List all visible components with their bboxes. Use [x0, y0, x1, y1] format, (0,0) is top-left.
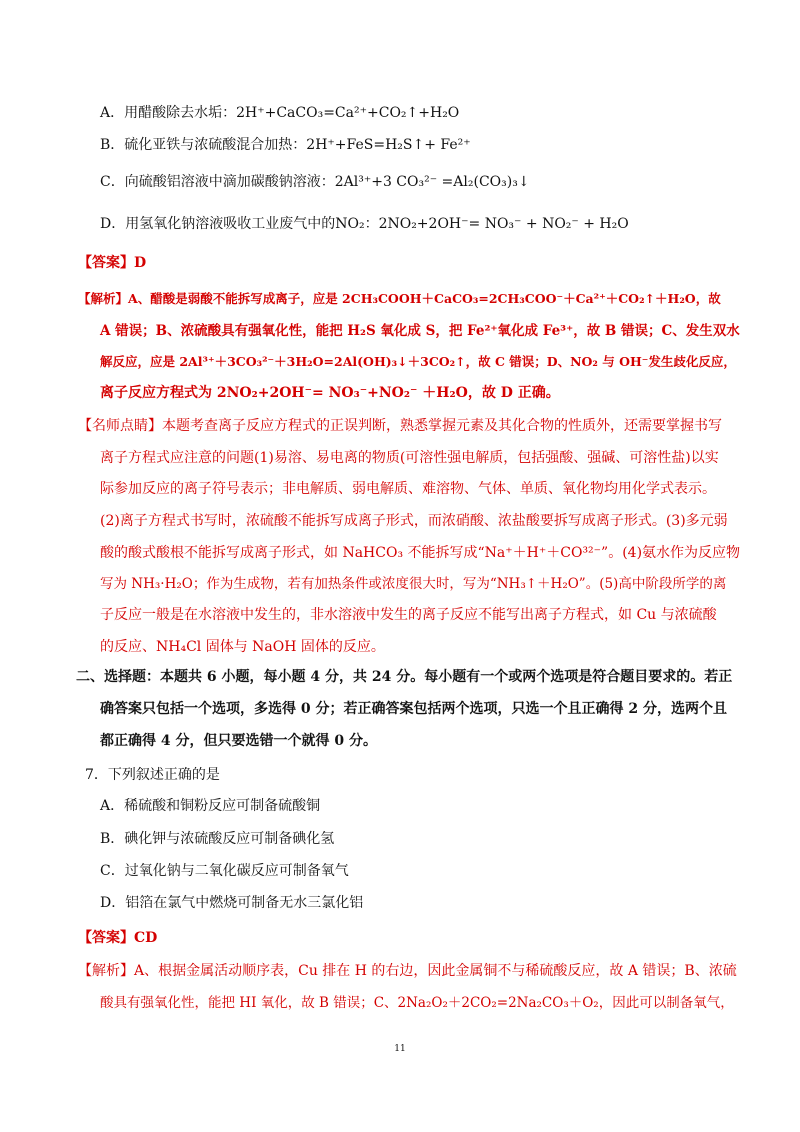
q7-stem: 7．下列叙述正确的是	[85, 767, 220, 783]
q6-tip-line: 子反应一般是在水溶液中发生的，非水溶液中发生的离子反应不能写出离子方程式，如 Cu 与浓硫酸	[100, 607, 717, 623]
q7-option-d: D．铝箔在氯气中燃烧可制备无水三氯化铝	[100, 895, 364, 911]
q7-analysis-line: 【解析】A、根据金属活动顺序表，Cu 排在 H 的右边，因此金属铜不与稀硫酸反应，故 A 错误；B、浓硫	[78, 963, 737, 979]
q6-option-d: D．用氢氧化钠溶液吸收工业废气中的NO₂：2NO₂+2OH⁻= NO₃⁻ + NO₂⁻ + H₂O	[100, 216, 629, 232]
q6-option-a: A．用醋酸除去水垢：2H⁺+CaCO₃=Ca²⁺+CO₂↑+H₂O	[100, 105, 460, 121]
section-instructions: 确答案只包括一个选项，多选得 0 分；若正确答案包括两个选项，只选一个且正确得 2 分，选两个且	[100, 701, 727, 717]
q7-answer: 【答案】CD	[78, 930, 158, 946]
q6-answer: 【答案】D	[78, 255, 147, 271]
q6-tip-line: 的反应、NH₄Cl 固体与 NaOH 固体的反应。	[100, 639, 385, 655]
q6-analysis-line: 【解析】A、醋酸是弱酸不能拆写成离子，应是 2CH₃COOH＋CaCO₃=2CH₃COO⁻＋Ca²⁺＋CO₂↑＋H₂O，故	[78, 291, 721, 306]
q6-option-b: B．硫化亚铁与浓硫酸混合加热：2H⁺+FeS=H₂S↑+ Fe²⁺	[100, 137, 471, 153]
q7-option-c: C．过氧化钠与二氧化碳反应可制备氧气	[100, 863, 349, 879]
q6-tip-line: 【名师点睛】本题考查离子反应方程式的正误判断，熟悉掌握元素及其化合物的性质外，还需要掌握书写	[78, 418, 722, 434]
q6-analysis-line: A 错误；B、浓硫酸具有强氧化性，能把 H₂S 氧化成 S，把 Fe²⁺氧化成 Fe³⁺，故 B 错误；C、发生双水	[100, 323, 740, 339]
q6-tip-line: 离子方程式应注意的问题(1)易溶、易电离的物质(可溶性强电解质，包括强酸、强碱、可溶性盐)以实	[100, 450, 719, 466]
section-instructions: 都正确得 4 分，但只要选错一个就得 0 分。	[100, 733, 377, 749]
q6-analysis-line: 离子反应方程式为 2NO₂+2OH⁻= NO₃⁻+NO₂⁻ ＋H₂O，故 D 正确。	[100, 385, 560, 401]
q6-analysis-line: 解反应，应是 2Al³⁺＋3CO₃²⁻＋3H₂O=2Al(OH)₃↓＋3CO₂↑，故 C 错误；D、NO₂ 与 OH⁻发生歧化反应，	[100, 354, 736, 369]
q6-option-c: C．向硫酸铝溶液中滴加碳酸钠溶液：2Al³⁺+3 CO₃²⁻ =Al₂(CO₃)₃↓	[100, 174, 530, 190]
q6-tip-line: 写为 NH₃·H₂O；作为生成物，若有加热条件或浓度很大时，写为“NH₃↑＋H₂O”。(5)高中阶段所学的离	[100, 576, 727, 592]
section-heading: 二、选择题：本题共 6 小题，每小题 4 分，共 24 分。每小题有一个或两个选项是符合题目要求的。若正	[76, 669, 733, 685]
q7-option-b: B．碘化钾与浓硫酸反应可制备碘化氢	[100, 831, 335, 847]
q6-tip-line: (2)离子方程式书写时，浓硫酸不能拆写成离子形式，而浓硝酸、浓盐酸要拆写成离子形式。(3)多元弱	[100, 513, 728, 529]
q7-analysis-line: 酸具有强氧化性，能把 HI 氧化，故 B 错误；C、2Na₂O₂＋2CO₂=2Na₂CO₃＋O₂，因此可以制备氧气，	[100, 995, 734, 1011]
q6-tip-line: 酸的酸式酸根不能拆写成离子形式，如 NaHCO₃ 不能拆写成“Na⁺＋H⁺＋CO³²⁻”。(4)氨水作为反应物	[100, 545, 741, 561]
q6-tip-line: 际参加反应的离子符号表示；非电解质、弱电解质、难溶物、气体、单质、氧化物均用化学式表示。	[100, 481, 716, 497]
page-number: 11	[394, 1044, 406, 1054]
q7-option-a: A．稀硫酸和铜粉反应可制备硫酸铜	[100, 798, 321, 814]
